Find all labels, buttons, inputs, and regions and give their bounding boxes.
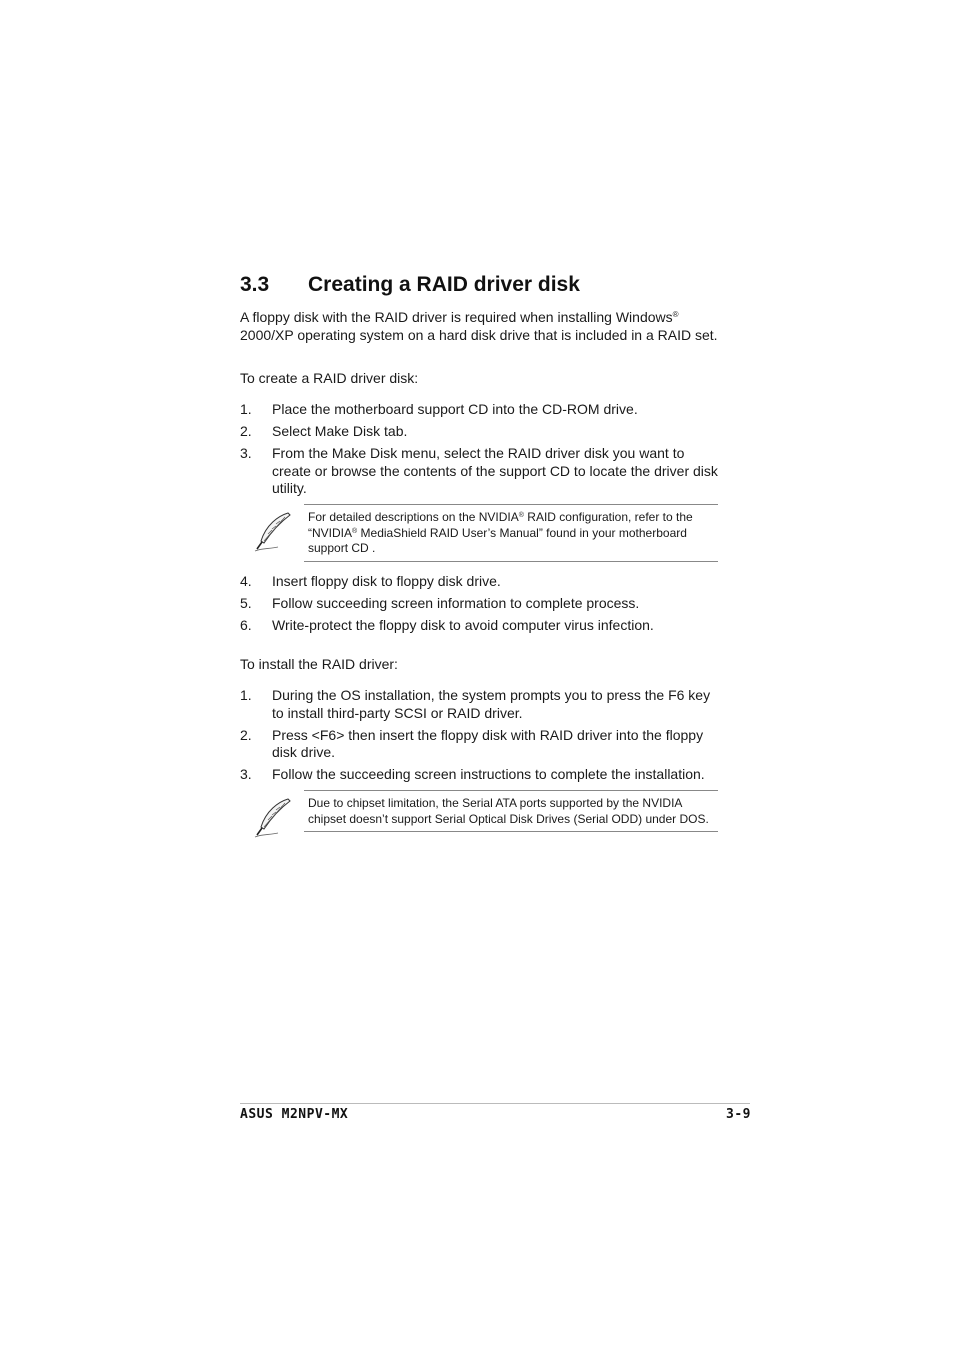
note-text: MediaShield RAID User’s Manual” found in your motherboard support CD . — [308, 525, 687, 555]
create-steps-list-b — [240, 573, 718, 639]
step-text: Place the motherboard support CD into the CD-ROM drive. — [272, 401, 638, 417]
list-item — [240, 595, 718, 613]
note-box-chipset-limitation: Due to chipset limitation, the Serial ATA ports supported by the NVIDIA chipset doesn’t support Serial Optical Disk Drives (Serial ODD) under DOS. — [304, 790, 718, 832]
step-text: Insert floppy disk to floppy disk drive. — [272, 573, 501, 589]
intro-text-a: A floppy disk with the RAID driver is required when installing Windows — [240, 309, 673, 325]
intro-paragraph — [240, 309, 718, 344]
step-number: 4. — [240, 573, 252, 589]
registered-mark: ® — [352, 527, 358, 535]
step-text: Follow the succeeding screen instructions to complete the installation. — [272, 766, 705, 782]
step-number: 1. — [240, 401, 252, 417]
list-item — [240, 766, 718, 784]
create-heading: To create a RAID driver disk: — [240, 370, 419, 386]
feather-pen-icon — [252, 511, 294, 555]
list-item — [240, 727, 718, 762]
section-title — [240, 273, 580, 297]
install-steps-list — [240, 687, 718, 788]
create-steps-list-a — [240, 401, 718, 502]
intro-text-b: 2000/XP operating system on a hard disk drive that is included in a RAID set. — [240, 326, 718, 343]
step-number: 3. — [240, 766, 252, 782]
step-text: Select Make Disk tab. — [272, 423, 408, 439]
step-number: 5. — [240, 595, 252, 611]
step-number: 2. — [240, 423, 252, 439]
note-text: RAID configuration, refer to the “NVIDIA — [308, 510, 693, 540]
step-text: From the Make Disk menu, select the RAID driver disk you want to create or browse the contents of the support CD to locate the driver disk utility. — [272, 445, 718, 496]
step-text: During the OS installation, the system prompts you to press the F6 key to install third-party SCSI or RAID driver. — [272, 687, 711, 721]
footer-product-name: ASUS M2NPV-MX — [240, 1107, 349, 1122]
list-item — [240, 445, 718, 498]
step-text: Press <F6> then insert the floppy disk with RAID driver into the floppy disk drive. — [272, 726, 704, 760]
list-item — [240, 573, 718, 591]
step-text: Follow succeeding screen information to complete process. — [272, 595, 640, 611]
list-item — [240, 687, 718, 722]
list-item — [240, 617, 718, 635]
section-title-text: Creating a RAID driver disk — [308, 273, 580, 296]
step-text: Write-protect the floppy disk to avoid computer virus infection. — [272, 617, 654, 633]
step-number: 2. — [240, 726, 252, 743]
registered-mark: ® — [672, 310, 679, 319]
step-number: 1. — [240, 687, 252, 703]
note-text: For detailed descriptions on the NVIDIA — [308, 510, 519, 524]
registered-mark: ® — [518, 512, 524, 519]
feather-pen-icon — [252, 797, 294, 841]
section-number: 3.3 — [240, 273, 270, 296]
list-item — [240, 401, 718, 419]
footer-divider — [240, 1103, 750, 1104]
note-box-raid-manual — [304, 504, 718, 562]
step-number: 6. — [240, 617, 252, 633]
install-heading: To install the RAID driver: — [240, 656, 398, 672]
step-number: 3. — [240, 445, 252, 461]
footer-page-number: 3-9 — [726, 1107, 751, 1122]
list-item — [240, 423, 718, 441]
